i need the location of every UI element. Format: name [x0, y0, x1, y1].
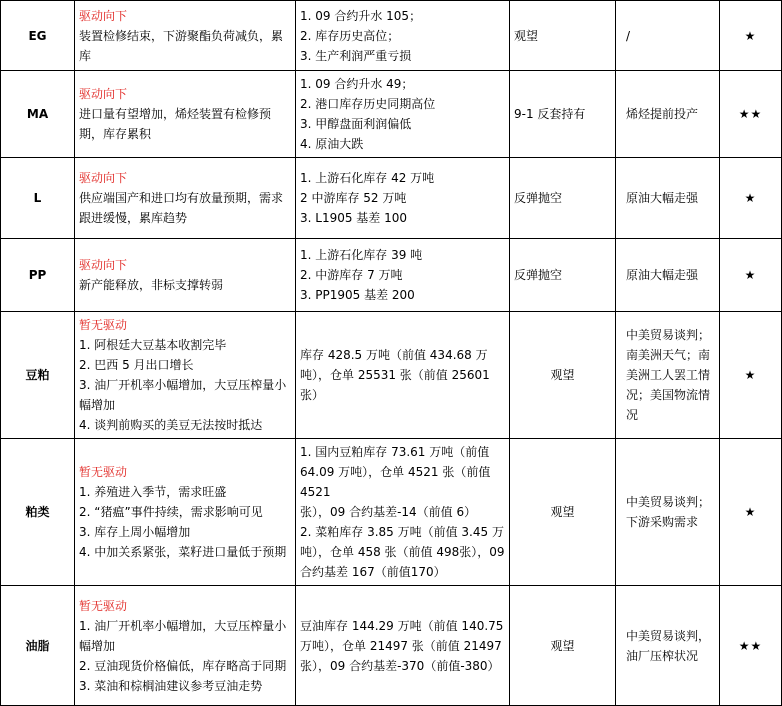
- data-cell: [296, 312, 510, 439]
- data-text: 1. 09 合约升水 49；: [300, 77, 414, 91]
- strategy-cell: 观望: [510, 586, 616, 706]
- data-cell: [296, 439, 510, 586]
- strategy-cell: 反弹抛空: [510, 158, 616, 239]
- driver-text: 4. 中加关系紧张，菜籽进口量低于预期: [79, 545, 287, 559]
- risk-cell: /: [616, 1, 720, 71]
- driver-text: 新产能释放，非标支撑转弱: [79, 278, 224, 292]
- driver-label: 暂无驱动: [79, 598, 128, 613]
- data-text: 1. 国内豆粕库存 73.61 万吨（前值 64.09 万吨），仓单 4521 张（前值 4521: [300, 445, 491, 499]
- driver-text: 2. 豆油现货价格偏低，库存略高于同期: [79, 658, 287, 673]
- strategy-cell: 反弹抛空: [510, 239, 616, 312]
- driver-cell: [75, 71, 296, 158]
- data-text: 1. 09 合约升水 105；: [300, 8, 422, 23]
- table-row: [1, 1, 782, 71]
- strategy-cell: 9-1 反套持有: [510, 71, 616, 158]
- data-text: 2. 菜粕库存 3.85 万吨（前值 3.45 万吨），仓单 458 张（前值 498张），09 合约基差 167（前值170）: [300, 525, 505, 579]
- driver-cell: [75, 312, 296, 439]
- data-text: 2. 库存历史高位；: [300, 28, 400, 43]
- rating-stars: ★★: [720, 71, 782, 158]
- commodity-name: EG: [1, 1, 75, 71]
- driver-text: 3. 油厂开机率小幅增加，大豆压榨量小幅增加: [79, 378, 287, 412]
- data-cell: [296, 1, 510, 71]
- data-text: 豆油库存 144.29 万吨（前值 140.75 万吨），仓单 21497 张（前值 21497张），09 合约基差-370（前值-380）: [300, 618, 504, 673]
- driver-cell: [75, 1, 296, 71]
- driver-text: 1. 油厂开机率小幅增加，大豆压榨量小幅增加: [79, 618, 287, 653]
- risk-cell: 原油大幅走强: [616, 158, 720, 239]
- rating-stars: ★: [720, 1, 782, 71]
- driver-text: 装置检修结束，下游聚酯负荷减负，累库: [79, 28, 284, 63]
- table-row: [1, 439, 782, 586]
- strategy-cell: 观望: [510, 312, 616, 439]
- driver-label: 驱动向下: [79, 258, 128, 272]
- table-row: [1, 586, 782, 706]
- table-row: [1, 71, 782, 158]
- risk-cell: 烯烃提前投产: [616, 71, 720, 158]
- driver-text: 2. 巴西 5 月出口增长: [79, 358, 194, 372]
- driver-cell: [75, 239, 296, 312]
- data-text: 1. 上游石化库存 42 万吨: [300, 171, 435, 185]
- driver-text: 供应端国产和进口均有放量预期，需求跟进缓慢，累库趋势: [79, 191, 284, 225]
- driver-label: 驱动向下: [79, 8, 128, 23]
- driver-text: 进口量有望增加，烯烃装置有检修预期，库存累积: [79, 107, 272, 141]
- risk-cell: 原油大幅走强: [616, 239, 720, 312]
- data-text: 库存 428.5 万吨（前值 434.68 万吨），仓单 25531 张（前值 25601张）: [300, 348, 490, 402]
- table-row: [1, 239, 782, 312]
- data-text: 3. L1905 基差 100: [300, 211, 408, 225]
- rating-stars: ★★: [720, 586, 782, 706]
- strategy-cell: 观望: [510, 439, 616, 586]
- driver-cell: [75, 158, 296, 239]
- driver-label: 暂无驱动: [79, 465, 128, 479]
- data-text: 1. 上游石化库存 39 吨: [300, 248, 423, 262]
- data-text: 张），09 合约基差-14（前值 6）: [300, 505, 477, 519]
- strategy-cell: 观望: [510, 1, 616, 71]
- data-text: 3. PP1905 基差 200: [300, 288, 415, 302]
- data-text: 3. 生产利润严重亏损: [300, 48, 412, 63]
- table-row: [1, 158, 782, 239]
- rating-stars: ★: [720, 439, 782, 586]
- data-text: 2. 中游库存 7 万吨: [300, 268, 403, 282]
- commodity-name: 豆粕: [1, 312, 75, 439]
- driver-text: 1. 养殖进入季节，需求旺盛: [79, 485, 227, 499]
- rating-stars: ★: [720, 312, 782, 439]
- driver-text: 3. 库存上周小幅增加: [79, 525, 191, 539]
- data-text: 2 中游库存 52 万吨: [300, 191, 407, 205]
- risk-cell: 中美贸易谈判，油厂压榨状况: [616, 586, 720, 706]
- commodity-name: PP: [1, 239, 75, 312]
- driver-cell: [75, 586, 296, 706]
- driver-text: 3. 菜油和棕榈油建议参考豆油走势: [79, 678, 263, 693]
- commodity-name: MA: [1, 71, 75, 158]
- rating-stars: ★: [720, 239, 782, 312]
- data-text: 3. 甲醇盘面利润偏低: [300, 117, 412, 131]
- driver-text: 4. 谈判前购买的美豆无法按时抵达: [79, 418, 263, 432]
- driver-text: 1. 阿根廷大豆基本收割完毕: [79, 338, 227, 352]
- driver-label: 驱动向下: [79, 87, 128, 101]
- data-cell: [296, 239, 510, 312]
- data-text: 4. 原油大跌: [300, 137, 364, 151]
- rating-stars: ★: [720, 158, 782, 239]
- commodity-name: L: [1, 158, 75, 239]
- driver-text: 2. “猪瘟”事件持续，需求影响可见: [79, 505, 263, 519]
- commodity-name: 粕类: [1, 439, 75, 586]
- driver-cell: [75, 439, 296, 586]
- data-text: 2. 港口库存历史同期高位: [300, 97, 436, 111]
- driver-label: 暂无驱动: [79, 318, 128, 332]
- table-row: [1, 312, 782, 439]
- data-cell: [296, 158, 510, 239]
- risk-cell: 中美贸易谈判；下游采购需求: [616, 439, 720, 586]
- driver-label: 驱动向下: [79, 171, 128, 185]
- risk-cell: 中美贸易谈判；南美洲天气；南美洲工人罢工情况；美国物流情况: [616, 312, 720, 439]
- commodity-name: 油脂: [1, 586, 75, 706]
- data-cell: [296, 71, 510, 158]
- data-cell: [296, 586, 510, 706]
